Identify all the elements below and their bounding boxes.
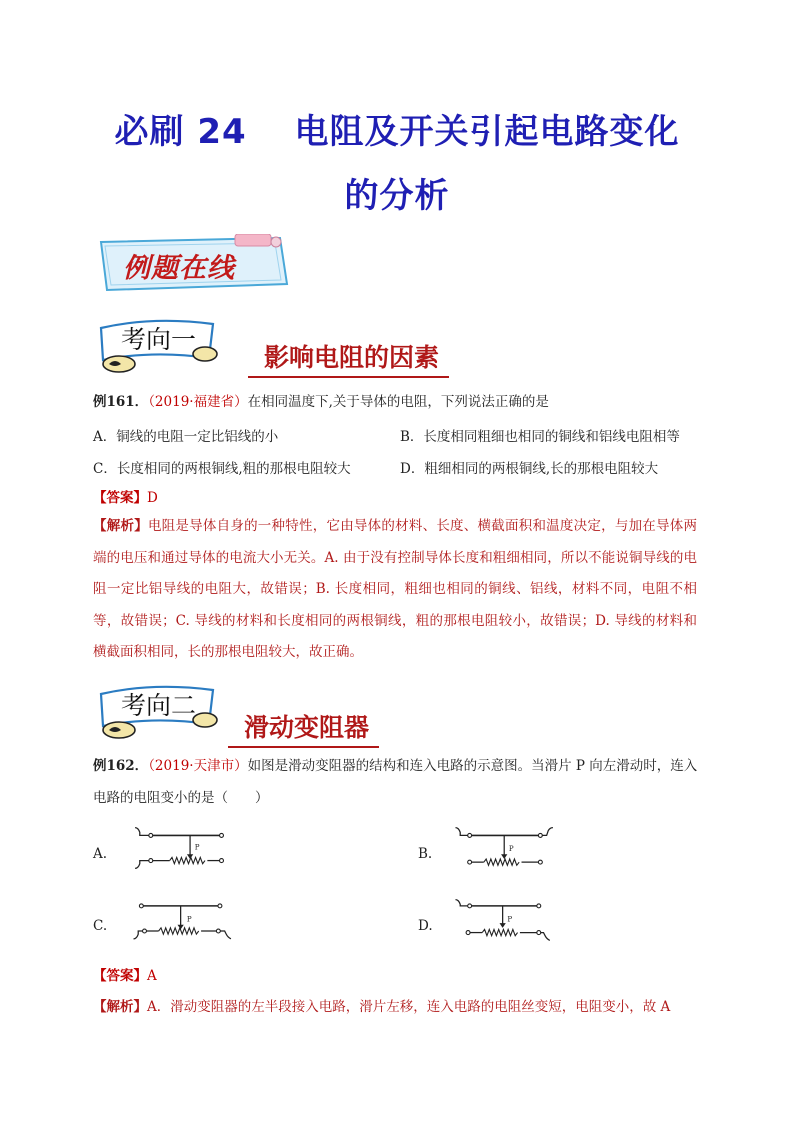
section1-heading: 影响电阻的因素 [248, 338, 449, 378]
option-c: C．长度相同的两根铜线,粗的那根电阻较大 [93, 461, 351, 477]
question-stem: 如图是滑动变阻器的结构和连入电路的示意图。当滑片 P 向左滑动时，连入 [247, 758, 698, 774]
explanation-161 [93, 511, 697, 669]
explanation-label: 【解析】 [93, 999, 147, 1015]
question-source: （2019·福建省） [148, 394, 248, 410]
question-number: 例161． [93, 394, 149, 410]
answer-value: D [147, 490, 158, 506]
section1-badge [93, 314, 223, 376]
question-162 [93, 756, 697, 776]
option-b-label: B. [418, 846, 433, 862]
option-d: D．粗细相同的两根铜线,长的那根电阻较大 [400, 461, 659, 477]
option-c-label: C. [93, 918, 108, 934]
slider-label: P [194, 842, 200, 852]
question-source: （2019·天津市） [148, 758, 248, 774]
example-banner [95, 234, 295, 294]
answer-162 [93, 964, 157, 984]
question-161 [93, 392, 549, 412]
question-stem-line2: 电路的电阻变小的是（ ） [93, 790, 269, 806]
rheostat-diagram-b [440, 826, 570, 870]
slider-label: P [508, 844, 514, 854]
question-number: 例162． [93, 758, 149, 774]
option-a-label: A. [93, 846, 108, 862]
page-title-line2: 的分析 [344, 176, 450, 216]
answer-label: 【答案】 [93, 490, 147, 506]
section2-heading: 滑动变阻器 [228, 708, 379, 748]
rheostat-diagram-d [440, 898, 570, 942]
explanation-162 [93, 992, 697, 1024]
section2-badge [93, 680, 223, 742]
rheostat-diagram-c [118, 898, 248, 942]
question-stem: 在相同温度下,关于导体的电阻，下列说法正确的是 [247, 394, 549, 410]
answer-161 [93, 486, 158, 506]
option-b: B．长度相同粗细也相同的铜线和铝线电阻相等 [400, 429, 680, 445]
answer-label: 【答案】 [93, 968, 147, 984]
slider-label: P [186, 914, 192, 924]
rheostat-diagram-a [118, 826, 248, 870]
slider-label: P [507, 914, 513, 924]
option-d-label: D. [418, 918, 433, 934]
explanation-text: 电阻是导体自身的一种特性，它由导体的材料、长度、横截面积和温度决定，与加在导体两端的电压和通过导体的电流大小无关。A. 由于没有控制导体长度和粗细相同，所以不能说铜导线的电阻一定比铝导线的电阻大，故错误；B. 长度相同，粗细也相同的铜线、铝线，材料不同，电阻不相等，故错误；C. 导线的材料和长度相同的两根铜线，粗的那根电阻较小，故错误；D. 导线的材料和横截面积相同，长的那根电阻较大，故正确。 [93, 518, 698, 660]
page-title-line1: 必刷 24 电阻及开关引起电路变化 [114, 112, 680, 152]
banner-text: 例题在线 [123, 253, 235, 284]
explanation-text: A．滑动变阻器的左半段接入电路，滑片左移，连入电路的电阻丝变短，电阻变小，故 A [147, 999, 671, 1015]
explanation-label: 【解析】 [93, 518, 148, 534]
badge-label: 考向一 [121, 325, 197, 354]
badge-label: 考向二 [121, 691, 197, 720]
answer-value: A [147, 968, 157, 984]
option-a: A．铜线的电阻一定比铝线的小 [93, 429, 279, 445]
